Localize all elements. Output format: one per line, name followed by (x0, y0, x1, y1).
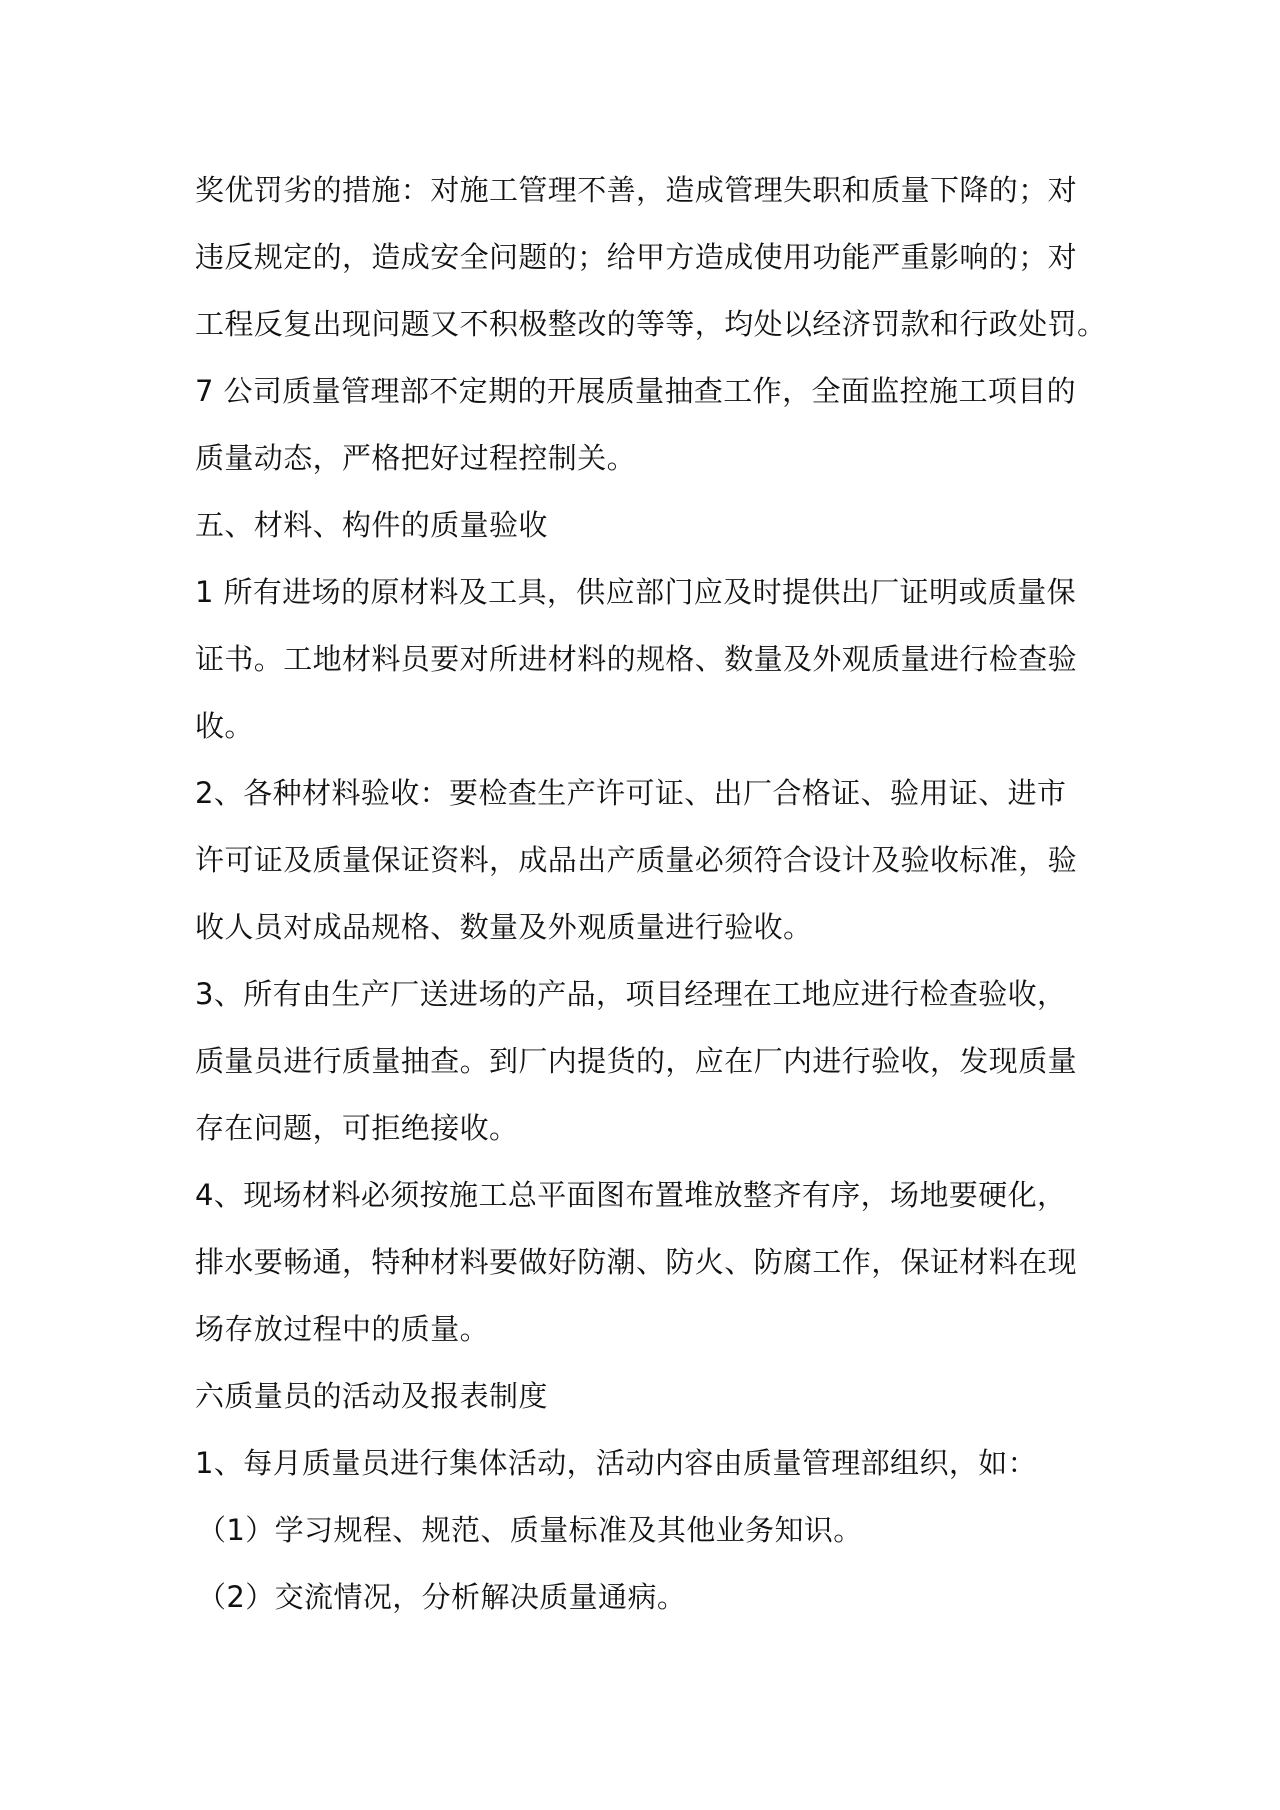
text-line: 许可证及质量保证资料，成品出产质量必须符合设计及验收标准，验 (195, 843, 1078, 877)
text-line: 1 所有进场的原材料及工具，供应部门应及时提供出厂证明或质量保 (195, 575, 1077, 609)
text-line: 2、各种材料验收：要检查生产许可证、出厂合格证、验用证、进市 (195, 776, 1067, 810)
text-line: 奖优罚劣的措施：对施工管理不善，造成管理失职和质量下降的；对 (195, 173, 1078, 207)
text-line: 违反规定的，造成安全问题的；给甲方造成使用功能严重影响的；对 (195, 240, 1078, 274)
text-line: 质量动态，严格把好过程控制关。 (195, 441, 637, 475)
document-body (195, 164, 1107, 1638)
text-line: 证书。工地材料员要对所进材料的规格、数量及外观质量进行检查验 (195, 642, 1078, 676)
text-line: 质量员进行质量抽查。到厂内提货的，应在厂内进行验收，发现质量 (195, 1044, 1078, 1078)
text-line: 收。 (195, 709, 254, 743)
text-line: 存在问题，可拒绝接收。 (195, 1111, 519, 1145)
text-line: 排水要畅通，特种材料要做好防潮、防火、防腐工作，保证材料在现 (195, 1245, 1078, 1279)
text-line: 1、每月质量员进行集体活动，活动内容由质量管理部组织，如： (195, 1446, 1038, 1480)
text-line: 4、现场材料必须按施工总平面图布置堆放整齐有序，场地要硬化， (195, 1178, 1067, 1212)
text-line: 7 公司质量管理部不定期的开展质量抽查工作，全面监控施工项目的 (195, 374, 1077, 408)
text-line: 3、所有由生产厂送进场的产品，项目经理在工地应进行检查验收， (195, 977, 1067, 1011)
section-heading: 六质量员的活动及报表制度 (195, 1379, 548, 1413)
text-line: （2）交流情况，分析解决质量通病。 (197, 1580, 687, 1614)
section-heading: 五、材料、构件的质量验收 (195, 508, 548, 542)
text-line: （1）学习规程、规范、质量标准及其他业务知识。 (197, 1513, 863, 1547)
text-line: 收人员对成品规格、数量及外观质量进行验收。 (195, 910, 813, 944)
text-line: 工程反复出现问题又不积极整改的等等，均处以经济罚款和行政处罚。 (195, 307, 1107, 341)
text-line: 场存放过程中的质量。 (195, 1312, 490, 1346)
